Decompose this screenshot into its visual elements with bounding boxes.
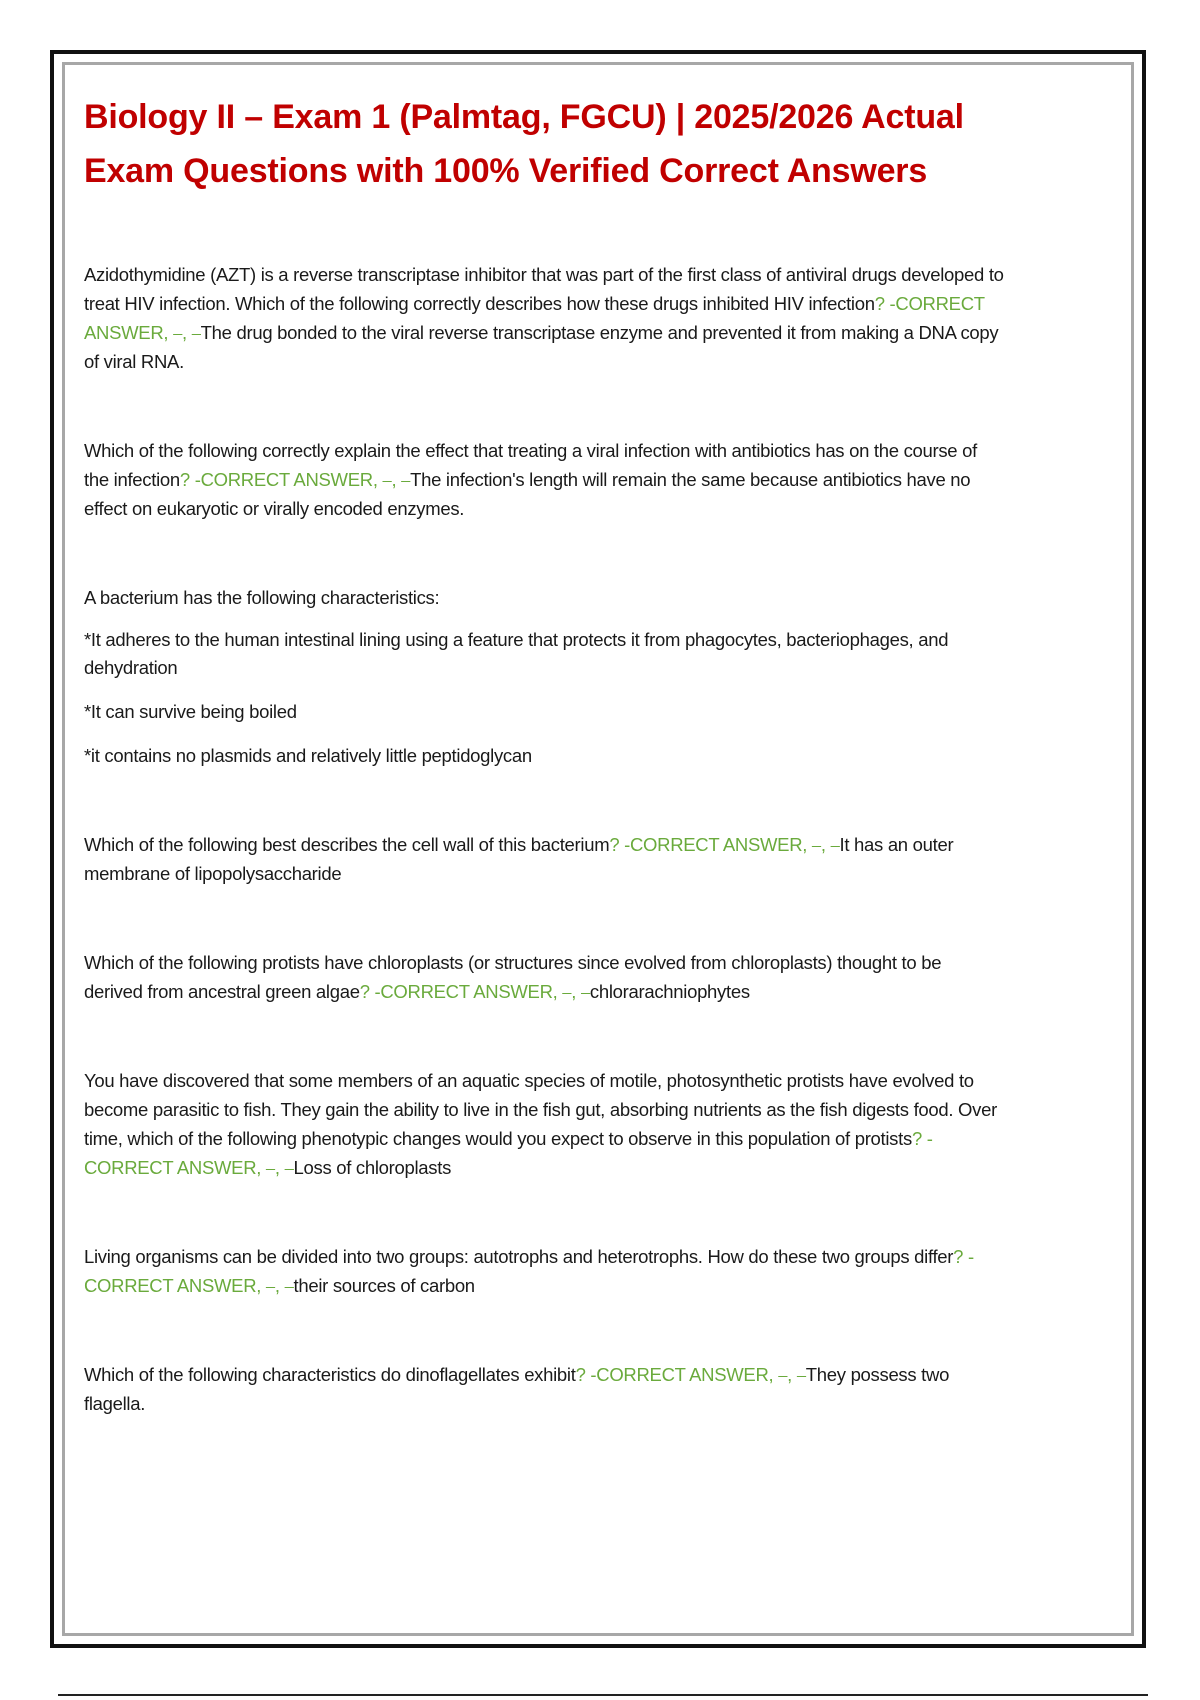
correct-answer-tag: ? -CORRECT ANSWER, ⎯, ⎯	[84, 293, 985, 343]
answer-text: their sources of carbon	[293, 1275, 475, 1296]
correct-answer-tag: ? -CORRECT ANSWER, ⎯, ⎯	[84, 1246, 974, 1296]
list-item: *It adheres to the human intestinal lining using a feature that protects it from phagocytes, bacteriophages, and dehydration	[84, 629, 949, 678]
question-paragraph	[84, 948, 1004, 1006]
question-text: Which of the following best describes the cell wall of this bacterium	[84, 834, 610, 855]
question-item-1	[84, 260, 1004, 376]
question-text: Azidothymidine (AZT) is a reverse transcriptase inhibitor that was part of the first class of antiviral drugs developed to treat HIV infection. Which of the following correctly describes how these drugs inhibited HIV infection	[84, 264, 1004, 314]
question-paragraph	[84, 1360, 1004, 1418]
document-content	[84, 90, 1004, 1478]
question-paragraph	[84, 436, 1004, 523]
answer-text: The drug bonded to the viral reverse transcriptase enzyme and prevented it from making a DNA copy of viral RNA.	[84, 322, 999, 372]
question-text: Which of the following characteristics do dinoflagellates exhibit	[84, 1364, 576, 1385]
question-paragraph	[84, 1242, 1004, 1300]
question-item-6	[84, 1242, 1004, 1300]
question-paragraph	[84, 260, 1004, 376]
answer-text: They possess two flagella.	[84, 1364, 950, 1414]
answer-text: Loss of chloroplasts	[293, 1157, 452, 1178]
correct-answer-tag: ? -CORRECT ANSWER, ⎯, ⎯	[84, 1128, 933, 1178]
characteristics-intro: A bacterium has the following characteristics:	[84, 587, 440, 608]
correct-answer-tag: ? -CORRECT ANSWER, ⎯, ⎯	[359, 981, 590, 1002]
question-paragraph	[84, 830, 1004, 888]
answer-text: chlorarachniophytes	[589, 981, 750, 1002]
correct-answer-tag: ? -CORRECT ANSWER, ⎯, ⎯	[609, 834, 840, 855]
question-text: Which of the following protists have chloroplasts (or structures since evolved from chloroplasts) thought to be derived from ancestral green algae	[84, 952, 942, 1002]
question-text: You have discovered that some members of an aquatic species of motile, photosynthetic protists have evolved to become parasitic to fish. They gain the ability to live in the fish gut, absorbing nutrients as the fish digests food. Over time, which of the following phenotypic changes would you expect to observe in this population of protists	[84, 1070, 997, 1149]
question-item-4	[84, 948, 1004, 1006]
correct-answer-tag: ? -CORRECT ANSWER, ⎯, ⎯	[575, 1364, 806, 1385]
question-item-2	[84, 436, 1004, 523]
list-item: *It can survive being boiled	[84, 701, 297, 722]
question-text: Which of the following correctly explain the effect that treating a viral infection with antibiotics has on the course of the infection	[84, 440, 977, 490]
document-title: Biology II – Exam 1 (Palmtag, FGCU) | 2025/2026 Actual Exam Questions with 100% Verified Correct Answers	[84, 98, 964, 190]
question-text: Living organisms can be divided into two groups: autotrophs and heterotrophs. How do these two groups differ	[84, 1246, 954, 1267]
bacterium-characteristics	[84, 583, 1004, 770]
question-item-5	[84, 1066, 1004, 1182]
question-item-7	[84, 1360, 1004, 1418]
correct-answer-tag: ? -CORRECT ANSWER, ⎯, ⎯	[179, 469, 411, 490]
answer-text: The infection's length will remain the same because antibiotics have no effect on eukaryotic or virally encoded enzymes.	[84, 469, 971, 519]
answer-text: It has an outer membrane of lipopolysaccharide	[84, 834, 954, 884]
question-item-3	[84, 830, 1004, 888]
footer-divider	[58, 1694, 1148, 1696]
list-item: *it contains no plasmids and relatively little peptidoglycan	[84, 745, 532, 766]
characteristics-list	[84, 626, 1004, 770]
question-paragraph	[84, 1066, 1004, 1182]
